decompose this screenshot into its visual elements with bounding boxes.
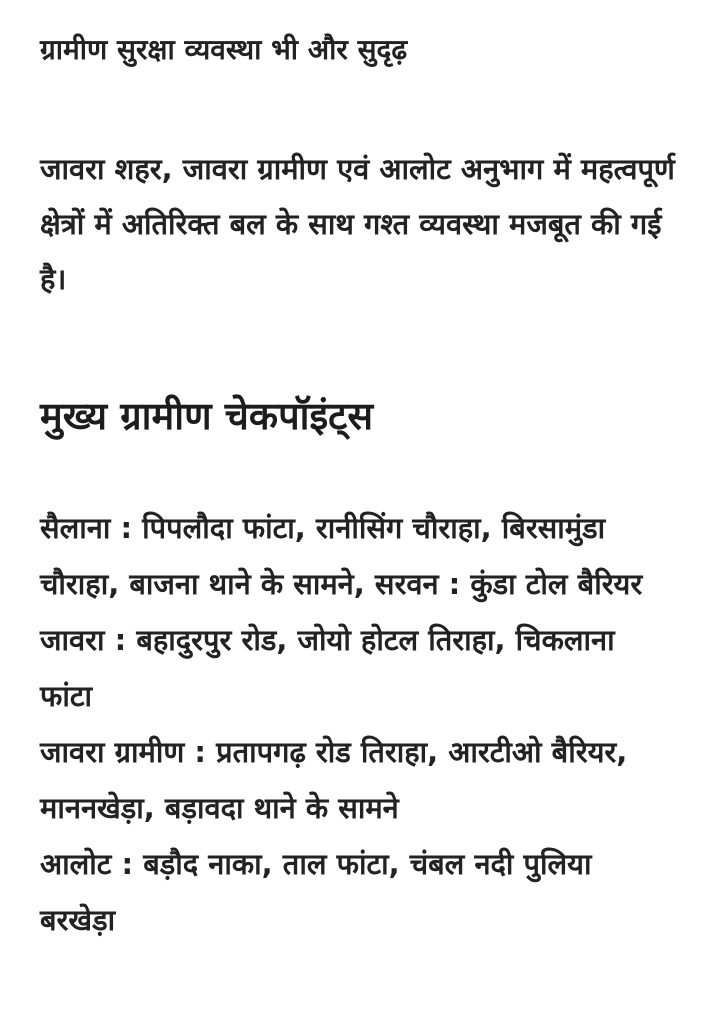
- article-subheading: ग्रामीण सुरक्षा व्यवस्था भी और सुदृढ़: [40, 33, 408, 66]
- section-heading: मुख्य ग्रामीण चेकपॉइंट्स: [40, 394, 374, 438]
- checkpoint-item-sailana: सैलाना : पिपलौदा फांटा, रानीसिंग चौराहा, बिरसामुंडा चौराहा, बाजना थाने के सामने, सरवन : कुंडा टोल बैरियर: [40, 511, 643, 601]
- checkpoint-item-jaora-rural: जावरा ग्रामीण : प्रतापगढ़ रोड तिराहा, आरटीओ बैरियर, माननखेड़ा, बड़ावदा थाने के सामने: [40, 735, 628, 825]
- checkpoint-item-alot: आलोट : बड़ौद नाका, ताल फांटा, चंबल नदी पुलिया बरखेड़ा: [40, 847, 592, 937]
- checkpoint-list: [40, 500, 675, 948]
- checkpoint-item-jaora: जावरा : बहादुरपुर रोड, जोयो होटल तिराहा, चिकलाना फांटा: [40, 623, 615, 713]
- intro-paragraph: जावरा शहर, जावरा ग्रामीण एवं आलोट अनुभाग में महत्वपूर्ण क्षेत्रों में अतिरिक्त बल के साथ गश्त व्यवस्था मजबूत की गई है।: [40, 152, 675, 296]
